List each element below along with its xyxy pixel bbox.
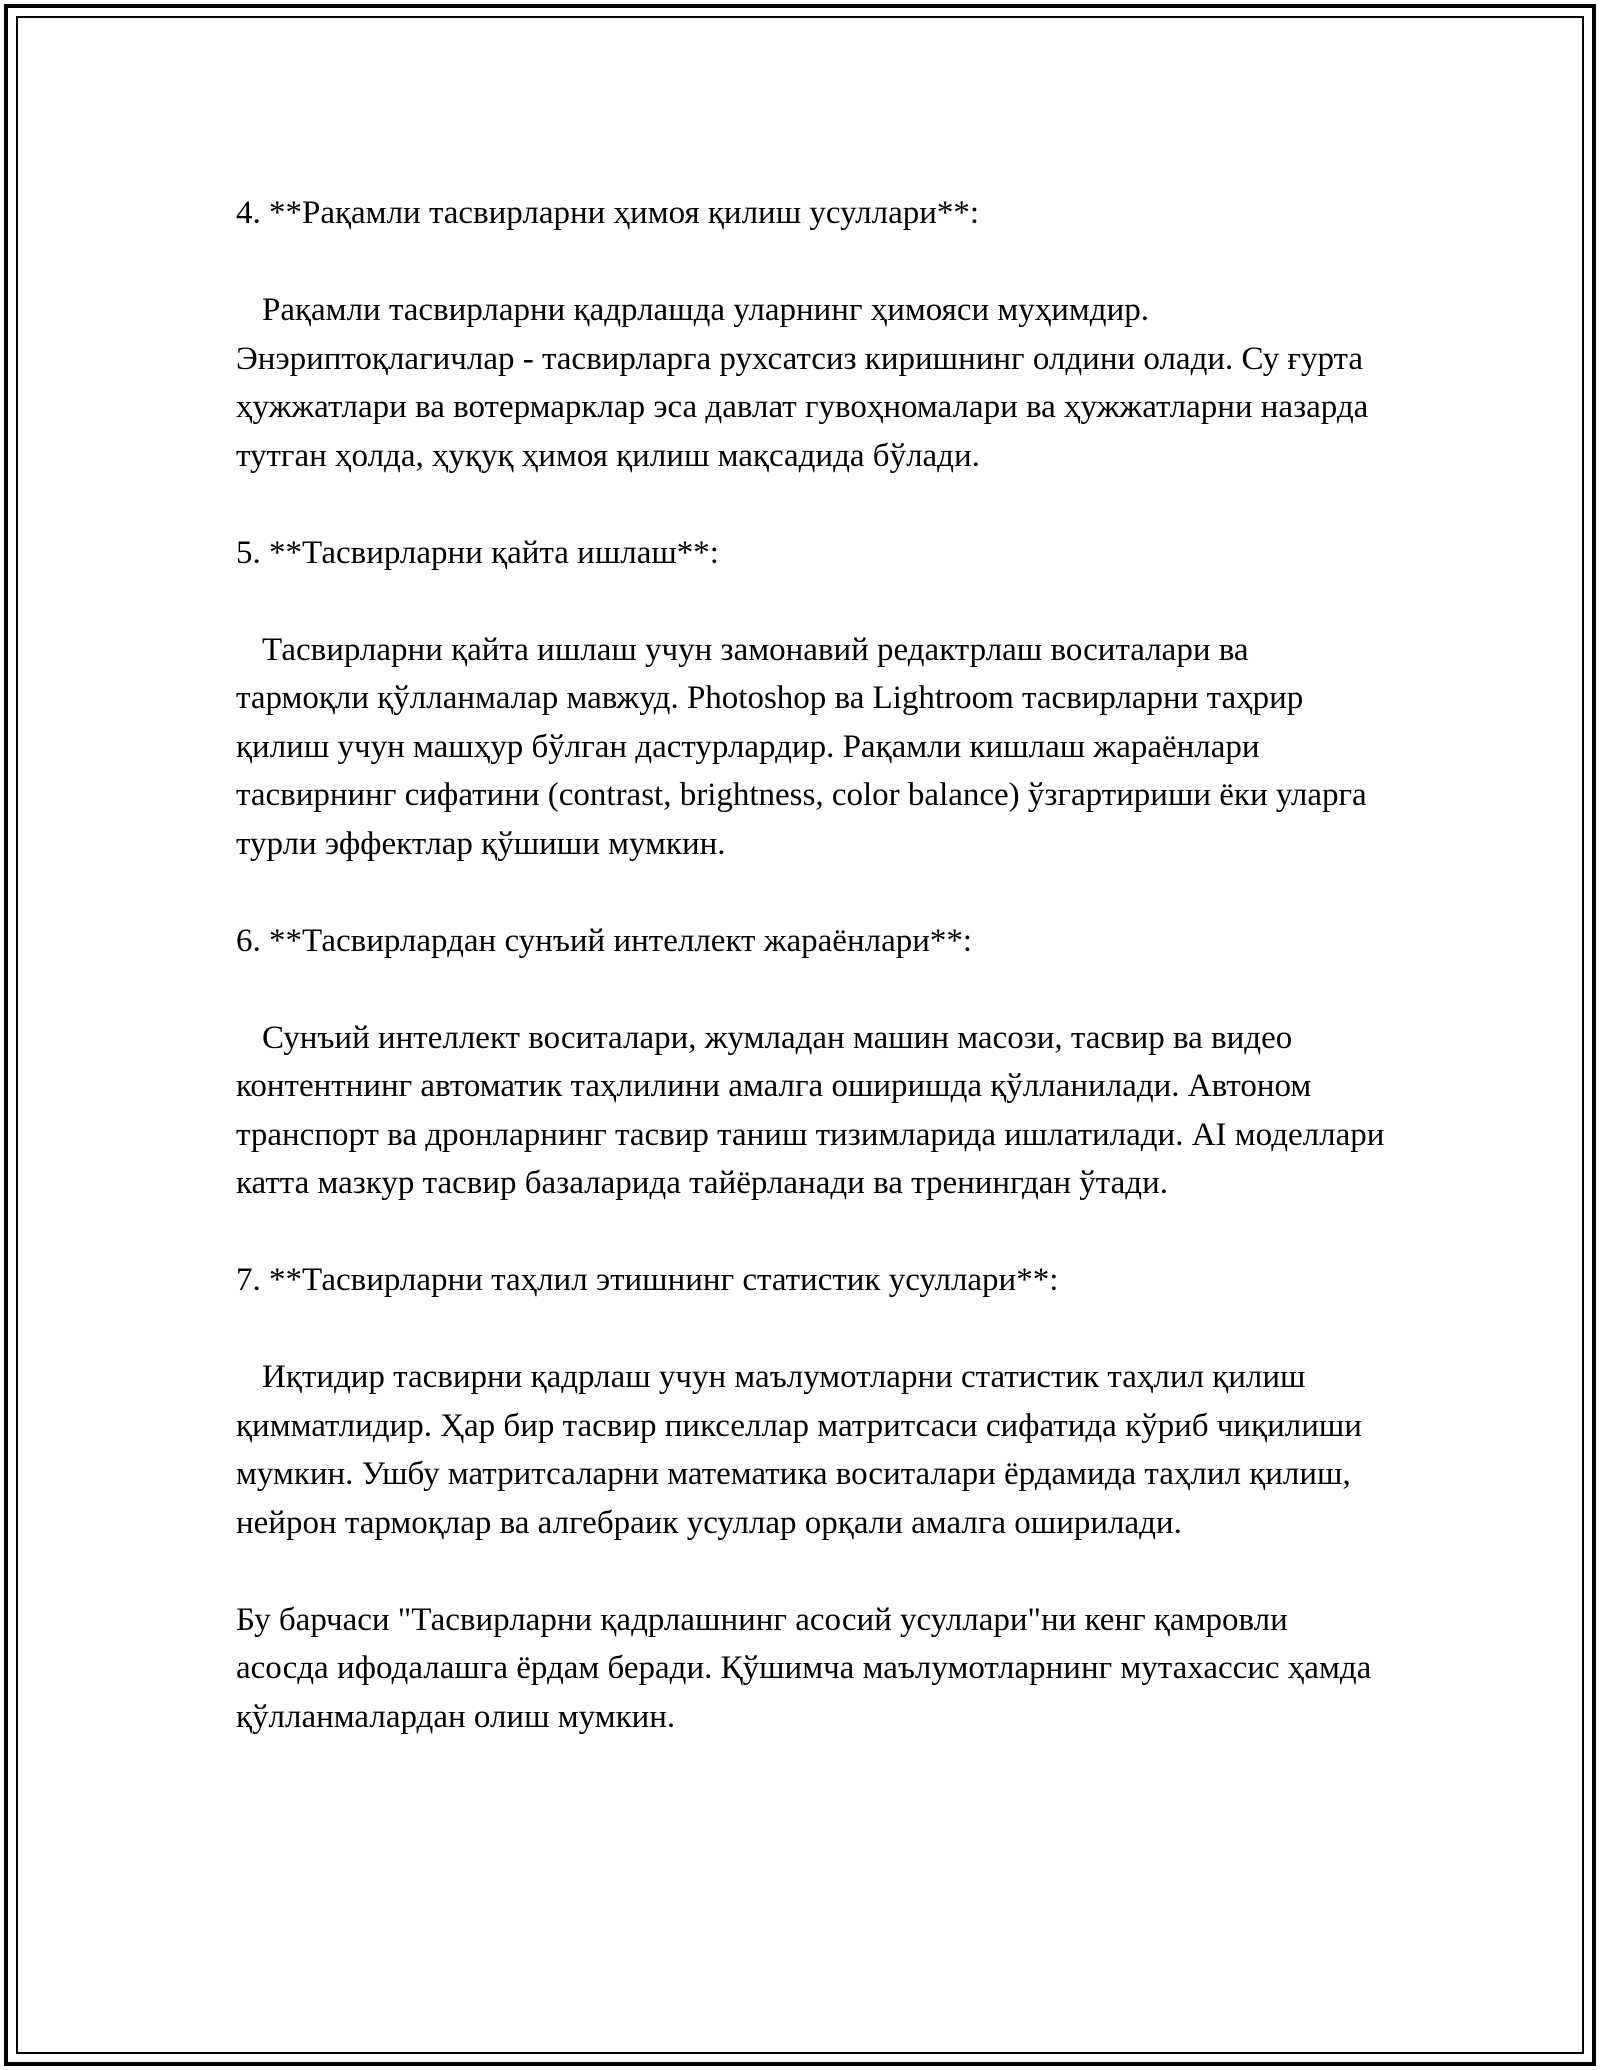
section-body-5: Тасвирларни қайта ишлаш учун замонавий редактрлаш воситалари ва тармоқли қўлланмалар мавжуд. Photoshop ва Lightroom тасвирларни таҳрир қилиш учун машҳур бўлган дастурлардир. Рақамли кишлаш жараёнлари тасвирнинг сифатини (contrast, brightness, color balance) ўзгартириши ёки уларга турли эффектлар қўшиши мумкин. bbox=[236, 631, 1375, 862]
conclusion-paragraph: Бу барчаси "Тасвирларни қадрлашнинг асосий усуллари"ни кенг қамровли асосда ифодалашга ёрдам беради. Қўшимча маълумотларнинг мутахассис ҳамда қўлланмалардан олиш мумкин. bbox=[236, 1601, 1380, 1735]
section-body-6: Сунъий интеллект воситалари, жумладан машин масози, тасвир ва видео контентнинг автоматик таҳлилини амалга оширишда қўлланилади. Автоном транспорт ва дронларнинг тасвир таниш тизимларида ишлатилади. AI моделлари катта мазкур тасвир базаларида тайёрланади ва тренингдан ўтади. bbox=[236, 1019, 1393, 1201]
section-heading-7: 7. **Тасвирларни таҳлил этишнинг статистик усуллари**: bbox=[236, 1262, 1059, 1298]
section-heading-5: 5. **Тасвирларни қайта ишлаш**: bbox=[236, 534, 719, 571]
document-body bbox=[236, 189, 1393, 1741]
section-body-7: Иқтидир тасвирни қадрлаш учун маълумотларни статистик таҳлил қилиш қимматлидир. Ҳар бир тасвир пикселлар матритсаси сифатида кўриб чиқилиши мумкин. Ушбу матритсаларни математика воситалари ёрдамида таҳлил қилиш, нейрон тармоқлар ва алгебраик усуллар орқали амалга оширилади. bbox=[236, 1359, 1371, 1541]
section-heading-4: 4. **Рақамли тасвирларни ҳимоя қилиш усуллари**: bbox=[236, 195, 980, 231]
section-body-4: Рақамли тасвирларни қадрлашда уларнинг ҳимояси муҳимдир. Энэриптоқлагичлар - тасвирларга рухсатсиз киришнинг олдини олади. Су ғурта ҳужжатлари ва вотермарклар эса давлат гувоҳномалари ва ҳужжатларни назарда тутган ҳолда, ҳуқуқ ҳимоя қилиш мақсадида бўлади. bbox=[236, 292, 1377, 474]
section-heading-6: 6. **Тасвирлардан сунъий интеллект жараёнлари**: bbox=[236, 922, 973, 959]
